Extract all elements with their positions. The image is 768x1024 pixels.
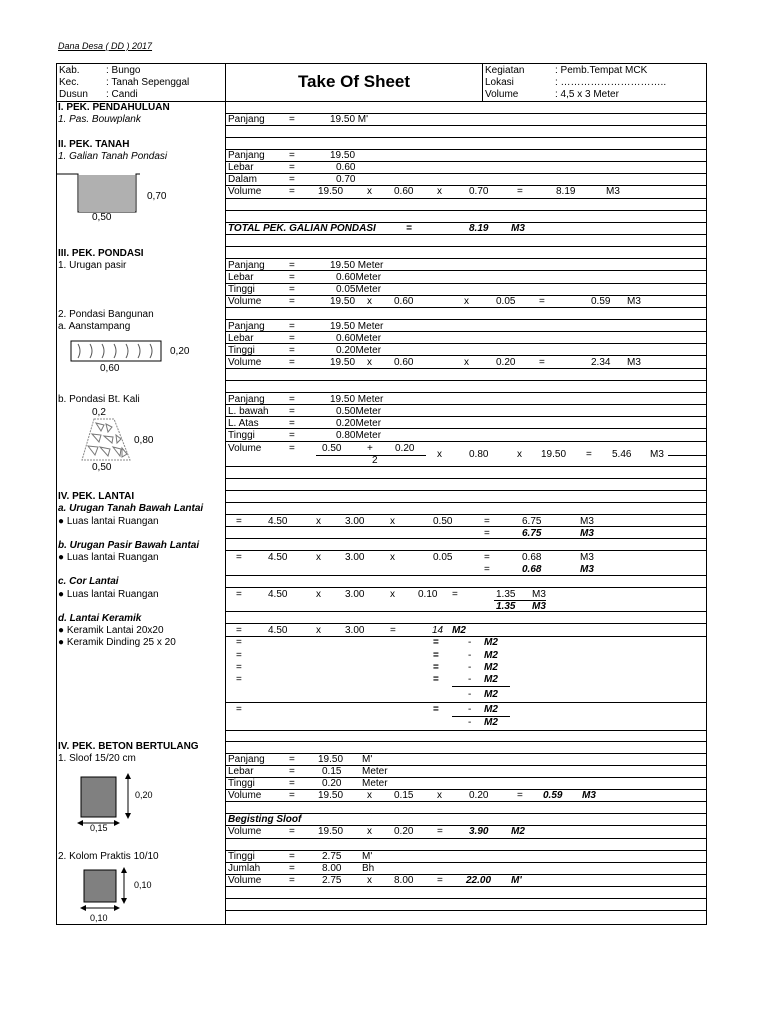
header-divider <box>482 63 483 101</box>
sloof-x2: x <box>437 790 442 801</box>
kolom-tinggi-eq: = <box>289 851 295 862</box>
sloof-panjang-unit: M' <box>362 754 373 765</box>
aanstampang-width-label: 0,60 <box>100 363 120 374</box>
galian-volume-label: Volume <box>228 186 262 197</box>
lantai-a-total: 6.75 <box>522 528 542 539</box>
batu-height-label: 0,80 <box>134 435 154 446</box>
item-pondasi-batu-kali: b. Pondasi Bt. Kali <box>58 394 140 405</box>
urugan-tinggi-eq: = <box>289 284 295 295</box>
batu-top-label: 0,2 <box>92 407 106 418</box>
lantai-c-result: 1.35 <box>496 589 516 600</box>
batu-fraction-line <box>316 455 426 456</box>
keramik-eq2: = <box>390 625 396 636</box>
kolom-tinggi-value: 2.75 <box>322 851 342 862</box>
galian-dalam-label: Dalam <box>228 174 257 185</box>
batu-eq2: = <box>586 449 592 460</box>
sloof-result: 0.59 <box>543 790 563 801</box>
sloof-tinggi-eq: = <box>289 778 295 789</box>
sloof-lebar-value: 0.15 <box>322 766 342 777</box>
batu-plus: + <box>367 443 373 454</box>
aan-result: 2.34 <box>591 357 611 368</box>
batu-x1: x <box>437 449 442 460</box>
lantai-a-total-eq: = <box>484 528 490 539</box>
frame-bottom <box>56 924 707 925</box>
galian-width-label: 0,50 <box>92 212 112 223</box>
aan-volume-label: Volume <box>228 357 262 368</box>
item-urugan-tanah-lantai: a. Urugan Tanah Bawah Lantai <box>58 503 204 514</box>
lantai-c-unit: M3 <box>532 589 546 600</box>
sloof-panjang-eq: = <box>289 754 295 765</box>
begisting-v1: 19.50 <box>318 826 344 837</box>
urugan-x1: x <box>367 296 372 307</box>
kolom-volume-eq: = <box>289 875 295 886</box>
galian-dalam-eq: = <box>289 174 295 185</box>
aan-x2: x <box>464 357 469 368</box>
bouwplank-value: 19.50 M' <box>330 114 369 125</box>
item-luas-lantai-b: ● Luas lantai Ruangan <box>58 552 159 563</box>
sloof-eq2: = <box>517 790 523 801</box>
kolom-width-label: 0,10 <box>90 913 108 923</box>
lantai-c-x2: x <box>390 589 395 600</box>
galian-eq2: = <box>517 186 523 197</box>
aan-tinggi-value: 0.20Meter <box>336 345 382 356</box>
batu-unit: M3 <box>650 449 664 460</box>
urugan-v2: 0.60 <box>394 296 414 307</box>
galian-volume-eq: = <box>289 186 295 197</box>
kegiatan-value: : Pemb.Tempat MCK <box>555 65 648 76</box>
volume-label: Volume <box>485 89 519 100</box>
aanstampang-block-icon <box>70 340 164 364</box>
aan-lebar-value: 0.60Meter <box>336 333 382 344</box>
batu-latas-eq: = <box>289 418 295 429</box>
lokasi-label: Lokasi <box>485 77 514 88</box>
galian-lebar-label: Lebar <box>228 162 254 173</box>
dusun-value: : Candi <box>106 89 138 100</box>
urugan-panjang-label: Panjang <box>228 260 265 271</box>
item-pondasi-bangunan: 2. Pondasi Bangunan <box>58 309 154 320</box>
aan-lebar-eq: = <box>289 333 295 344</box>
aan-panjang-label: Panjang <box>228 321 265 332</box>
galian-lebar-value: 0.60 <box>336 162 356 173</box>
kolom-height-label: 0,10 <box>134 880 152 890</box>
galian-v3: 0.70 <box>469 186 489 197</box>
lantai-a-x1: x <box>316 516 321 527</box>
galian-total-label: TOTAL PEK. GALIAN PONDASI <box>228 223 376 234</box>
section-lantai: IV. PEK. LANTAI <box>58 491 135 502</box>
kolom-section-icon <box>80 866 130 912</box>
bouwplank-label: Panjang <box>228 114 265 125</box>
batu-n1: 0.50 <box>322 443 342 454</box>
sloof-lebar-eq: = <box>289 766 295 777</box>
urugan-lebar-label: Lebar <box>228 272 254 283</box>
batu-trailing-line <box>668 455 706 456</box>
lantai-a-eq2: = <box>484 516 490 527</box>
batu-v3: 0.80 <box>469 449 489 460</box>
kolom-jumlah-eq: = <box>289 863 295 874</box>
lantai-a-unit: M3 <box>580 516 594 527</box>
galian-total-value: 8.19 <box>469 223 489 234</box>
begisting-eq2: = <box>437 826 443 837</box>
batu-n2: 0.20 <box>395 443 415 454</box>
batu-kali-icon <box>80 418 132 462</box>
batu-lbawah-eq: = <box>289 406 295 417</box>
kolom-jumlah-label: Jumlah <box>228 863 261 874</box>
batu-den: 2 <box>372 455 378 466</box>
batu-panjang-eq: = <box>289 394 295 405</box>
item-bouwplank: 1. Pas. Bouwplank <box>58 114 141 125</box>
sloof-height-label: 0,20 <box>135 790 153 800</box>
sloof-v2: 0.15 <box>394 790 414 801</box>
lantai-b-v3: 0.05 <box>433 552 453 563</box>
keramik-unit: M2 <box>452 625 466 636</box>
item-keramik-lantai: ● Keramik Lantai 20x20 <box>58 625 164 636</box>
section-tanah: II. PEK. TANAH <box>58 139 130 150</box>
item-keramik-dinding: ● Keramik Dinding 25 x 20 <box>58 637 176 648</box>
sloof-section-icon <box>76 772 136 828</box>
kolom-result: 22.00 <box>466 875 492 886</box>
lantai-b-x2: x <box>390 552 395 563</box>
lantai-b-total: 0.68 <box>522 564 542 575</box>
batu-latas-label: L. Atas <box>228 418 259 429</box>
batu-lbawah-value: 0.50Meter <box>336 406 382 417</box>
lantai-a-v2: 3.00 <box>345 516 365 527</box>
bouwplank-eq: = <box>289 114 295 125</box>
aan-panjang-value: 19.50 Meter <box>330 321 384 332</box>
sloof-v1: 19.50 <box>318 790 344 801</box>
batu-lbawah-label: L. bawah <box>228 406 269 417</box>
lantai-a-result: 6.75 <box>522 516 542 527</box>
sloof-lebar-label: Lebar <box>228 766 254 777</box>
urugan-lebar-value: 0.60Meter <box>336 272 382 283</box>
lantai-c-v2: 3.00 <box>345 589 365 600</box>
galian-dalam-value: 0.70 <box>336 174 356 185</box>
urugan-unit: M3 <box>627 296 641 307</box>
lantai-c-total: 1.35 <box>496 601 516 612</box>
galian-total-eq: = <box>406 223 412 234</box>
item-sloof: 1. Sloof 15/20 cm <box>58 753 136 764</box>
batu-v4: 19.50 <box>541 449 567 460</box>
sloof-volume-eq: = <box>289 790 295 801</box>
sloof-v3: 0.20 <box>469 790 489 801</box>
galian-result: 8.19 <box>556 186 576 197</box>
aan-v1: 19.50 <box>330 357 356 368</box>
sloof-width-label: 0,15 <box>90 823 108 833</box>
sloof-lebar-unit: Meter <box>362 766 388 777</box>
keramik-v2: 3.00 <box>345 625 365 636</box>
frame-right <box>706 63 707 925</box>
volume-value: : 4,5 x 3 Meter <box>555 89 619 100</box>
batu-tinggi-eq: = <box>289 430 295 441</box>
galian-panjang-eq: = <box>289 150 295 161</box>
urugan-eq2: = <box>539 296 545 307</box>
item-aanstampang: a. Aanstampang <box>58 321 131 332</box>
lantai-b-v1: 4.50 <box>268 552 288 563</box>
keramik-eq: = <box>236 625 242 636</box>
lantai-c-v1: 4.50 <box>268 589 288 600</box>
batu-width-label: 0,50 <box>92 462 112 473</box>
keramik-v1: 4.50 <box>268 625 288 636</box>
item-kolom: 2. Kolom Praktis 10/10 <box>58 851 159 862</box>
galian-v1: 19.50 <box>318 186 344 197</box>
section-beton: IV. PEK. BETON BERTULANG <box>58 741 199 752</box>
sloof-tinggi-value: 0.20 <box>322 778 342 789</box>
kec-value: : Tanah Sepenggal <box>106 77 190 88</box>
kab-value: : Bungo <box>106 65 141 76</box>
kegiatan-label: Kegiatan <box>485 65 525 76</box>
lantai-a-v3: 0.50 <box>433 516 453 527</box>
begisting-volume-label: Volume <box>228 826 262 837</box>
begisting-x1: x <box>367 826 372 837</box>
sloof-tinggi-label: Tinggi <box>228 778 255 789</box>
kolom-tinggi-label: Tinggi <box>228 851 255 862</box>
sloof-panjang-value: 19.50 <box>318 754 344 765</box>
kolom-eq2: = <box>437 875 443 886</box>
galian-panjang-value: 19.50 <box>330 150 356 161</box>
urugan-lebar-eq: = <box>289 272 295 283</box>
aan-volume-eq: = <box>289 357 295 368</box>
kolom-x1: x <box>367 875 372 886</box>
item-urugan-pasir-lantai: b. Urugan Pasir Bawah Lantai <box>58 540 200 551</box>
lantai-b-unit: M3 <box>580 552 594 563</box>
item-cor-lantai: c. Cor Lantai <box>58 576 119 587</box>
urugan-result: 0.59 <box>591 296 611 307</box>
lantai-c-total-unit: M3 <box>532 601 546 612</box>
keramik-x1: x <box>316 625 321 636</box>
sloof-x1: x <box>367 790 372 801</box>
kolom-volume-label: Volume <box>228 875 262 886</box>
kolom-jumlah-unit: Bh <box>362 863 375 874</box>
aan-x1: x <box>367 357 372 368</box>
aan-v2: 0.60 <box>394 357 414 368</box>
column-divider <box>225 63 226 925</box>
lantai-c-x1: x <box>316 589 321 600</box>
begisting-result: 3.90 <box>469 826 489 837</box>
galian-v2: 0.60 <box>394 186 414 197</box>
galian-panjang-label: Panjang <box>228 150 265 161</box>
dusun-label: Dusun <box>59 89 88 100</box>
galian-x1: x <box>367 186 372 197</box>
aan-v3: 0.20 <box>496 357 516 368</box>
galian-x2: x <box>437 186 442 197</box>
item-lantai-keramik: d. Lantai Keramik <box>58 613 142 624</box>
kec-label: Kec. <box>59 77 80 88</box>
item-urugan-pasir: 1. Urugan pasir <box>58 260 127 271</box>
aan-tinggi-eq: = <box>289 345 295 356</box>
sloof-panjang-label: Panjang <box>228 754 265 765</box>
lantai-c-v3: 0.10 <box>418 589 438 600</box>
section-pondasi: III. PEK. PONDASI <box>58 248 144 259</box>
lantai-b-result: 0.68 <box>522 552 542 563</box>
lantai-b-v2: 3.00 <box>345 552 365 563</box>
begisting-label: Begisting Sloof <box>228 814 302 825</box>
begisting-v2: 0.20 <box>394 826 414 837</box>
aan-panjang-eq: = <box>289 321 295 332</box>
galian-unit: M3 <box>606 186 620 197</box>
sloof-volume-label: Volume <box>228 790 262 801</box>
kab-label: Kab. <box>59 65 80 76</box>
batu-x2: x <box>517 449 522 460</box>
frame-top <box>56 63 707 64</box>
batu-tinggi-value: 0.80Meter <box>336 430 382 441</box>
batu-result: 5.46 <box>612 449 632 460</box>
item-galian: 1. Galian Tanah Pondasi <box>58 151 168 162</box>
doc-note: Dana Desa ( DD ) 2017 <box>58 41 153 51</box>
aan-tinggi-label: Tinggi <box>228 345 255 356</box>
batu-latas-value: 0.20Meter <box>336 418 382 429</box>
section-pendahuluan: I. PEK. PENDAHULUAN <box>58 102 170 113</box>
lokasi-value: : ………………………….. <box>555 77 667 88</box>
page-title: Take Of Sheet <box>297 72 411 91</box>
urugan-tinggi-label: Tinggi <box>228 284 255 295</box>
kolom-v1: 2.75 <box>322 875 342 886</box>
urugan-panjang-value: 19.50 Meter <box>330 260 384 271</box>
urugan-volume-label: Volume <box>228 296 262 307</box>
begisting-eq: = <box>289 826 295 837</box>
lantai-a-v1: 4.50 <box>268 516 288 527</box>
keramik-result: 14 <box>432 625 444 636</box>
item-luas-lantai-a: ● Luas lantai Ruangan <box>58 516 159 527</box>
urugan-v1: 19.50 <box>330 296 356 307</box>
sloof-tinggi-unit: Meter <box>362 778 388 789</box>
batu-volume-eq: = <box>289 443 295 454</box>
kolom-v2: 8.00 <box>394 875 414 886</box>
aanstampang-height-label: 0,20 <box>170 346 190 357</box>
lantai-a-total-unit: M3 <box>580 528 594 539</box>
lantai-b-eq2: = <box>484 552 490 563</box>
kolom-unit: M' <box>511 875 522 886</box>
batu-panjang-label: Panjang <box>228 394 265 405</box>
lantai-c-eq: = <box>236 589 242 600</box>
galian-height-label: 0,70 <box>147 191 167 202</box>
lantai-b-eq: = <box>236 552 242 563</box>
aan-unit: M3 <box>627 357 641 368</box>
batu-volume-label: Volume <box>228 443 262 454</box>
sloof-unit: M3 <box>582 790 596 801</box>
lantai-a-x2: x <box>390 516 395 527</box>
urugan-v3: 0.05 <box>496 296 516 307</box>
galian-lebar-eq: = <box>289 162 295 173</box>
aan-eq2: = <box>539 357 545 368</box>
aan-lebar-label: Lebar <box>228 333 254 344</box>
urugan-volume-eq: = <box>289 296 295 307</box>
lantai-b-x1: x <box>316 552 321 563</box>
batu-tinggi-label: Tinggi <box>228 430 255 441</box>
urugan-panjang-eq: = <box>289 260 295 271</box>
lantai-b-total-eq: = <box>484 564 490 575</box>
galian-total-unit: M3 <box>511 223 525 234</box>
begisting-unit: M2 <box>511 826 525 837</box>
galian-trench-icon <box>56 172 146 214</box>
item-luas-lantai-c: ● Luas lantai Ruangan <box>58 589 159 600</box>
lantai-b-total-unit: M3 <box>580 564 594 575</box>
urugan-x2: x <box>464 296 469 307</box>
kolom-jumlah-value: 8.00 <box>322 863 342 874</box>
batu-panjang-value: 19.50 Meter <box>330 394 384 405</box>
urugan-tinggi-value: 0.05Meter <box>336 284 382 295</box>
kolom-tinggi-unit: M' <box>362 851 373 862</box>
lantai-c-eq2: = <box>452 589 458 600</box>
lantai-a-eq: = <box>236 516 242 527</box>
